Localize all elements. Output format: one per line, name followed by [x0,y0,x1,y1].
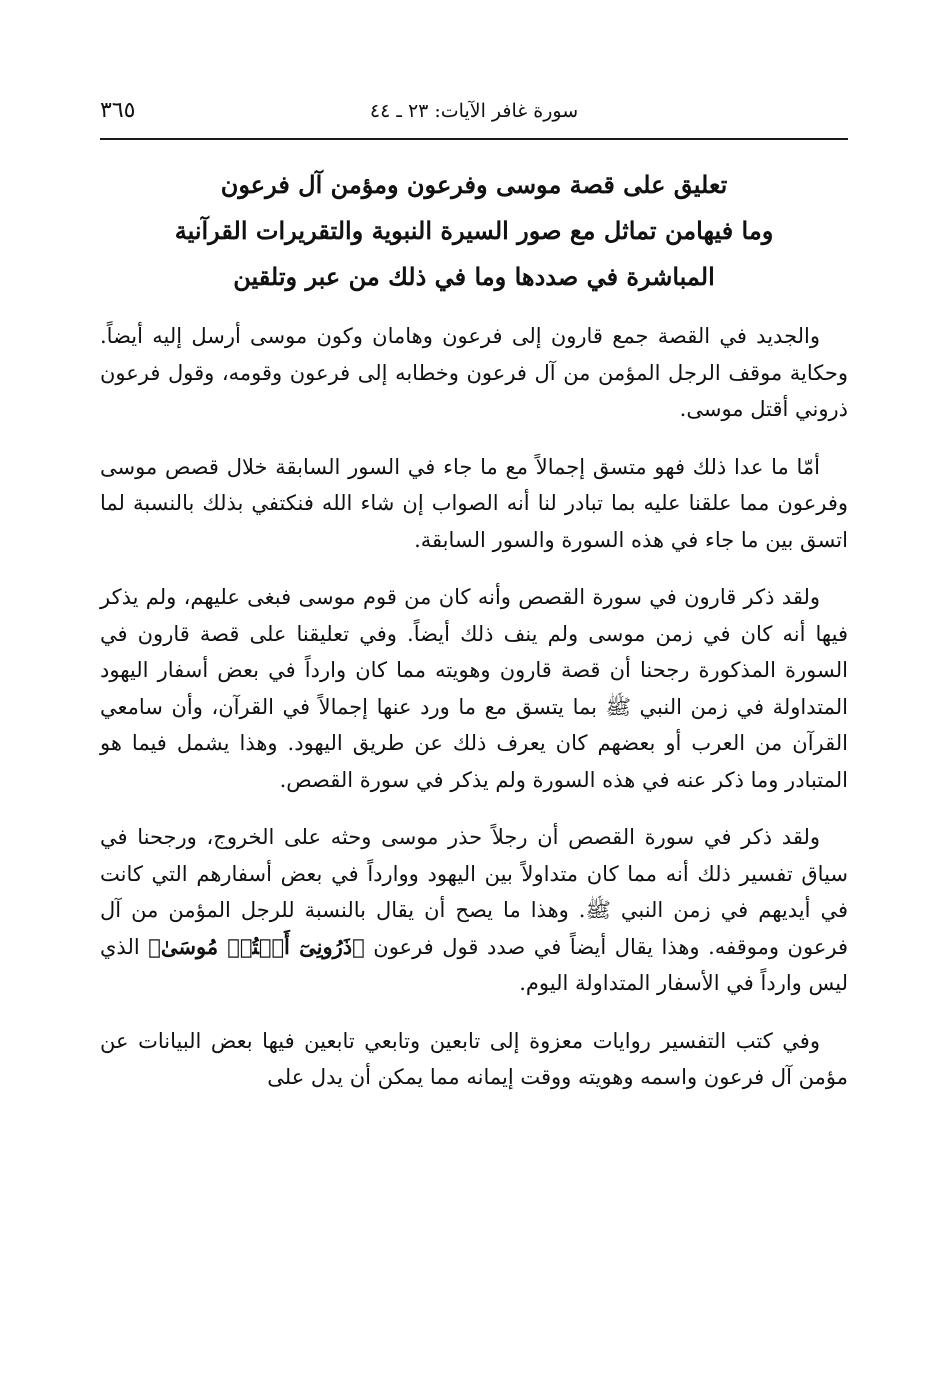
heading-line: المباشرة في صددها وما في ذلك من عبر وتلقين [233,262,715,291]
paragraph-text: ولقد ذكر في سورة القصص أن رجلاً حذر موسى وحثه على الخروج، ورجحنا في سياق تفسير ذلك أنه مما كان متداولاً بين اليهود ووارداً في بعض أسفارهم التي كانت في أيديهم في زمن النبي ﷺ. وهذا ما يصح أن يقال بالنسبة للرجل المؤمن من آل فرعون وموقفه. وهذا يقال أيضاً في صدد قول فرعون [100,825,848,959]
page-number: ٣٦٥ [100,98,136,123]
paragraph: والجديد في القصة جمع قارون إلى فرعون وهامان وكون موسى أرسل إليه أيضاً. وحكاية موقف الرجل المؤمن من آل فرعون وخطابه إلى فرعون وقومه، وقول فرعون ذروني أقتل موسى. [100,324,848,421]
paragraph: وفي كتب التفسير روايات معزوة إلى تابعين وتابعي تابعين فيها بعض البيانات عن مؤمن آل فرعون واسمه وهويته ووقت إيمانه مما يمكن أن يدل على [100,1028,848,1089]
running-header-title: سورة غافر الآيات: ٢٣ ـ ٤٤ [369,100,579,122]
header-divider [100,138,848,140]
heading-line: تعليق على قصة موسى وفرعون ومؤمن آل فرعون [220,170,728,199]
paragraph [100,819,848,1002]
quran-quote: ﴿ذَرُونِىٓ أَقۡتُلۡ مُوسَىٰ﴾ [148,933,365,959]
section-heading [160,162,788,300]
paragraph: ولقد ذكر قارون في سورة القصص وأنه كان من قوم موسى فبغى عليهم، ولم يذكر فيها أنه كان في زمن موسى ولم ينف ذلك أيضاً. وفي تعليقنا على قصة قارون في السورة المذكورة رجحنا أن قصة قارون وهويته مما كان وارداً في بعض أسفار اليهود المتداولة في زمن النبي ﷺ بما يتسق مع ما ورد عنها إجمالاً في القرآن، وأن سامعي القرآن من العرب أو بعضهم كان يعرف ذلك عن طريق اليهود. وهذا يشمل فيما هو المتبادر وما ذكر عنه في هذه السورة ولم يذكر في سورة القصص. [100,585,848,792]
paragraph: أمّا ما عدا ذلك فهو متسق إجمالاً مع ما جاء في السور السابقة خلال قصص موسى وفرعون مما علقنا عليه بما تبادر لنا أنه الصواب إن شاء الله فنكتفي بذلك بالنسبة لما اتسق بين ما جاء في هذه السورة والسور السابقة. [100,454,848,552]
heading-line: وما فيهامن تماثل مع صور السيرة النبوية والتقريرات القرآنية [174,216,774,245]
running-header [100,96,848,132]
body-text [100,318,848,1117]
paragraph-text: الذي ليس وارداً في الأسفار المتداولة اليوم. [100,934,848,995]
